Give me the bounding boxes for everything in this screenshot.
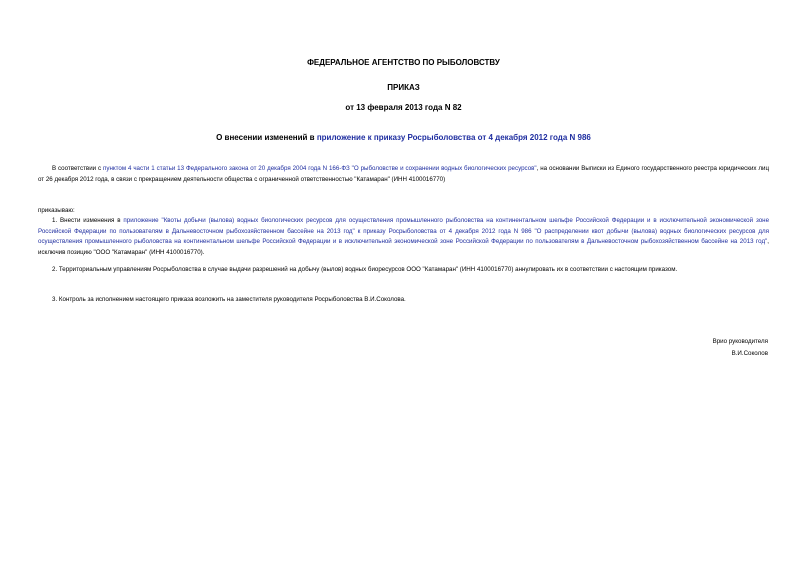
quota-appendix-link[interactable]: приложение "Квоты добычи (вылова) водных биологических ресурсов для осуществления промышленного рыболовства на континентальном шельфе Российской Федерации и в исключительной экономической зоне Российской Федерации по пользователям в Дальневосточном рыбохозяйственном бассейне на 2013 год" к приказу Росрыболовства от 4 декабря 2012 года N 986 "О распределении квот добычи (вылова) водных биологических ресурсов для осуществления промышленного рыболовства на континентальном шельфе Российской Федерации и в исключительной экономической зоне Российской Федерации по пользователям в Дальневосточном рыбохозяйственном бассейне на 2013 год" (38, 217, 770, 245)
signatory-name: В.И.Соколов (731, 350, 768, 357)
preamble-paragraph (38, 164, 769, 185)
agency-title: ФЕДЕРАЛЬНОЕ АГЕНТСТВО ПО РЫБОЛОВСТВУ (307, 58, 500, 67)
order-word: приказываю: (38, 207, 75, 214)
document-type: ПРИКАЗ (387, 83, 420, 92)
document-date: от 13 февраля 2013 года N 82 (345, 103, 462, 112)
clause-1-rest: , исключив позицию "ООО "Катамаран" (ИНН 4100016770). (38, 238, 769, 256)
preamble-rest: , на основании Выписки из Единого государственного реестра юридических лиц от 26 декабря 2012 года, в связи с прекращением деятельности общества с ограниченной ответственностью "Катамаран" (ИНН 4100016770) (38, 165, 769, 183)
clause-3: 3. Контроль за исполнением настоящего приказа возложить на заместителя руководителя Росрыболовства В.И.Соколова. (52, 296, 406, 303)
signatory-position: Врио руководителя (712, 338, 768, 345)
preamble-start: В соответствии с (52, 165, 103, 172)
document-title-prefix: О внесении изменений в (216, 133, 317, 142)
amended-order-link[interactable]: приложение к приказу Росрыболовства от 4 декабря 2012 года N 986 (316, 133, 591, 142)
federal-law-link[interactable]: пунктом 4 части 1 статьи 13 Федерального закона от 20 декабря 2004 года N 166-ФЗ "О рыболовстве и сохранении водных биологических ресурсов" (103, 165, 537, 172)
clause-1-start: 1. Внести изменения в (52, 217, 124, 224)
clause-1 (38, 216, 769, 258)
document-title (0, 133, 807, 142)
clause-2: 2. Территориальным управлениям Росрыболовства в случае выдачи разрешений на добычу (вылов) водных биоресурсов ООО "Катамаран" (ИНН 4100016770) аннулировать их в соответствии с настоящим приказом. (52, 266, 678, 273)
